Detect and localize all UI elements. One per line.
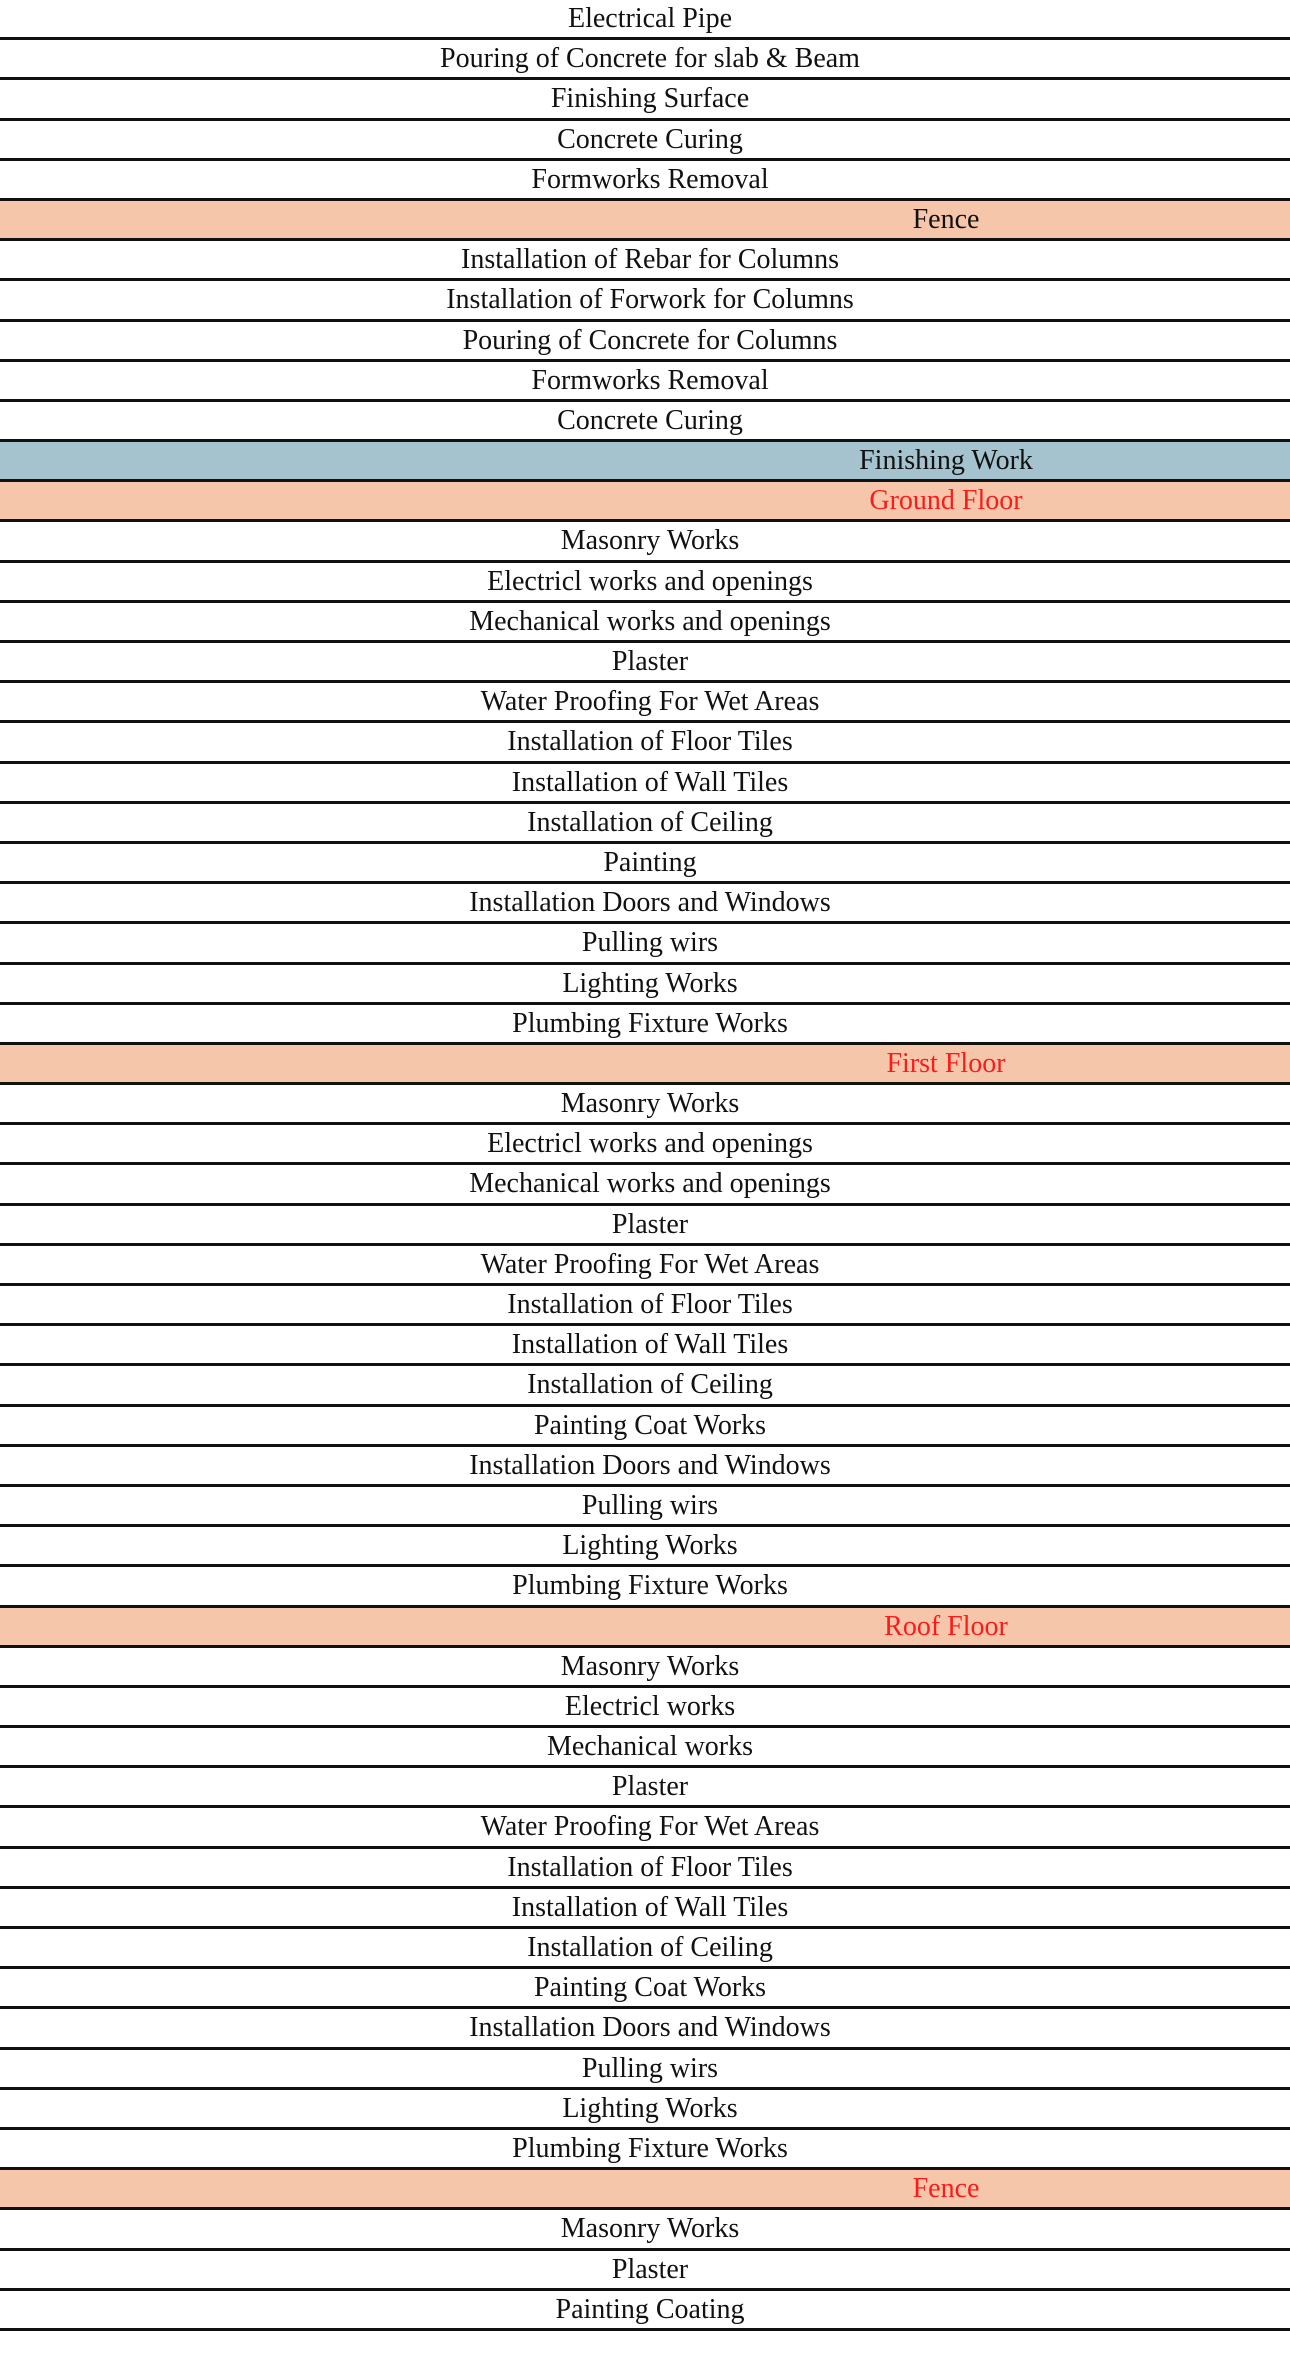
task-row — [0, 2291, 1290, 2331]
task-label: Painting Coating — [555, 2293, 745, 2325]
task-row — [0, 1125, 1290, 1165]
group-header-row — [0, 1045, 1290, 1085]
task-row — [0, 2090, 1290, 2130]
task-label: Installation Doors and Windows — [469, 1449, 831, 1481]
task-row — [0, 764, 1290, 804]
task-row — [0, 161, 1290, 201]
task-label: Plaster — [611, 1208, 689, 1240]
task-label: Masonry Works — [560, 2213, 740, 2245]
task-label: Pouring of Concrete for slab & Beam — [440, 43, 860, 75]
task-label: Installation of Wall Tiles — [511, 1891, 789, 1923]
task-label: Plaster — [611, 1771, 689, 1803]
task-row — [0, 1366, 1290, 1406]
task-label: Formworks Removal — [531, 163, 769, 195]
task-row — [0, 1286, 1290, 1326]
task-label: Mechanical works and openings — [469, 605, 831, 637]
task-row — [0, 1929, 1290, 1969]
task-row — [0, 241, 1290, 281]
task-label: Painting Coat Works — [533, 1409, 767, 1441]
task-row — [0, 1849, 1290, 1889]
header-label: Finishing Work — [859, 445, 1033, 477]
task-row — [0, 402, 1290, 442]
task-row — [0, 2251, 1290, 2291]
task-label: Installation of Floor Tiles — [507, 1851, 793, 1883]
task-label: Masonry Works — [560, 525, 740, 557]
task-row — [0, 2009, 1290, 2049]
task-label: Electrical Pipe — [567, 3, 733, 34]
task-label: Electricl works and openings — [487, 1128, 813, 1160]
group-header-row — [0, 1608, 1290, 1648]
task-label: Plaster — [611, 646, 689, 677]
task-label: Finishing Surface — [550, 83, 750, 115]
task-row — [0, 1246, 1290, 1286]
task-row — [0, 1165, 1290, 1205]
task-label: Lighting Works — [562, 1530, 738, 1562]
task-row — [0, 2210, 1290, 2250]
task-row — [0, 2050, 1290, 2090]
task-row — [0, 804, 1290, 844]
task-row — [0, 884, 1290, 924]
task-label: Plumbing Fixture Works — [512, 2132, 788, 2164]
task-label: Concrete Curing — [557, 123, 743, 155]
task-row — [0, 603, 1290, 643]
task-row — [0, 1969, 1290, 2009]
task-row — [0, 1326, 1290, 1366]
group-header-row — [0, 201, 1290, 241]
task-row — [0, 643, 1290, 683]
task-label: Installation of Forwork for Columns — [446, 284, 854, 316]
task-row — [0, 563, 1290, 603]
task-label: Mechanical works — [546, 1731, 754, 1763]
task-label: Mechanical works and openings — [469, 1168, 831, 1200]
task-label: Installation of Floor Tiles — [507, 726, 793, 758]
task-row — [0, 1768, 1290, 1808]
task-row — [0, 1808, 1290, 1848]
task-row — [0, 2130, 1290, 2170]
task-row — [0, 322, 1290, 362]
task-label: Water Proofing For Wet Areas — [480, 686, 820, 718]
task-row — [0, 1407, 1290, 1447]
task-label: Masonry Works — [560, 1650, 740, 1682]
task-label: Installation Doors and Windows — [469, 887, 831, 919]
task-label: Water Proofing For Wet Areas — [480, 1811, 820, 1843]
task-label: Plaster — [611, 2253, 689, 2285]
task-label: Concrete Curing — [557, 404, 743, 436]
task-label: Painting Coat Works — [533, 1972, 767, 2004]
task-row — [0, 844, 1290, 884]
task-label: Lighting Works — [562, 967, 738, 999]
task-row — [0, 1728, 1290, 1768]
task-label: Masonry Works — [560, 1088, 740, 1120]
task-label: Pulling wirs — [581, 1489, 719, 1521]
task-row — [0, 723, 1290, 763]
task-label: Installation of Wall Tiles — [511, 766, 789, 798]
header-label: Fence — [912, 203, 980, 235]
task-label: Plumbing Fixture Works — [512, 1570, 788, 1602]
task-row — [0, 1567, 1290, 1607]
task-label: Installation Doors and Windows — [469, 2012, 831, 2044]
task-label: Painting — [603, 846, 697, 878]
header-label: First Floor — [886, 1047, 1006, 1079]
task-label: Formworks Removal — [531, 364, 769, 396]
task-row — [0, 1206, 1290, 1246]
task-label: Pouring of Concrete for Columns — [462, 324, 838, 356]
task-row — [0, 1648, 1290, 1688]
task-label: Installation of Rebar for Columns — [461, 244, 839, 276]
task-row — [0, 965, 1290, 1005]
header-label: Ground Floor — [869, 485, 1023, 517]
task-label: Electricl works and openings — [487, 565, 813, 597]
task-label: Installation of Ceiling — [527, 1369, 773, 1401]
task-row — [0, 1889, 1290, 1929]
task-label: Pulling wirs — [581, 927, 719, 959]
task-row — [0, 1487, 1290, 1527]
task-row — [0, 1688, 1290, 1728]
task-row — [0, 362, 1290, 402]
task-row — [0, 121, 1290, 161]
task-row — [0, 80, 1290, 120]
header-label: Fence — [912, 2173, 980, 2205]
task-label: Installation of Ceiling — [527, 806, 773, 838]
task-label: Installation of Ceiling — [527, 1932, 773, 1963]
task-row — [0, 1447, 1290, 1487]
task-row — [0, 1527, 1290, 1567]
task-label: Pulling wirs — [581, 2052, 719, 2084]
task-label: Lighting Works — [562, 2092, 738, 2124]
task-row — [0, 0, 1290, 40]
task-label: Plumbing Fixture Works — [512, 1007, 788, 1039]
section-header-row — [0, 442, 1290, 482]
task-row — [0, 40, 1290, 80]
task-row — [0, 683, 1290, 723]
task-row — [0, 522, 1290, 562]
task-label: Electricl works — [564, 1690, 736, 1722]
task-row — [0, 1085, 1290, 1125]
task-label: Installation of Floor Tiles — [507, 1289, 793, 1320]
header-label: Roof Floor — [884, 1610, 1008, 1642]
group-header-row — [0, 2170, 1290, 2210]
task-row — [0, 924, 1290, 964]
task-label: Water Proofing For Wet Areas — [480, 1248, 820, 1280]
group-header-row — [0, 482, 1290, 522]
task-row — [0, 281, 1290, 321]
task-row — [0, 1005, 1290, 1045]
task-label: Installation of Wall Tiles — [511, 1329, 789, 1361]
